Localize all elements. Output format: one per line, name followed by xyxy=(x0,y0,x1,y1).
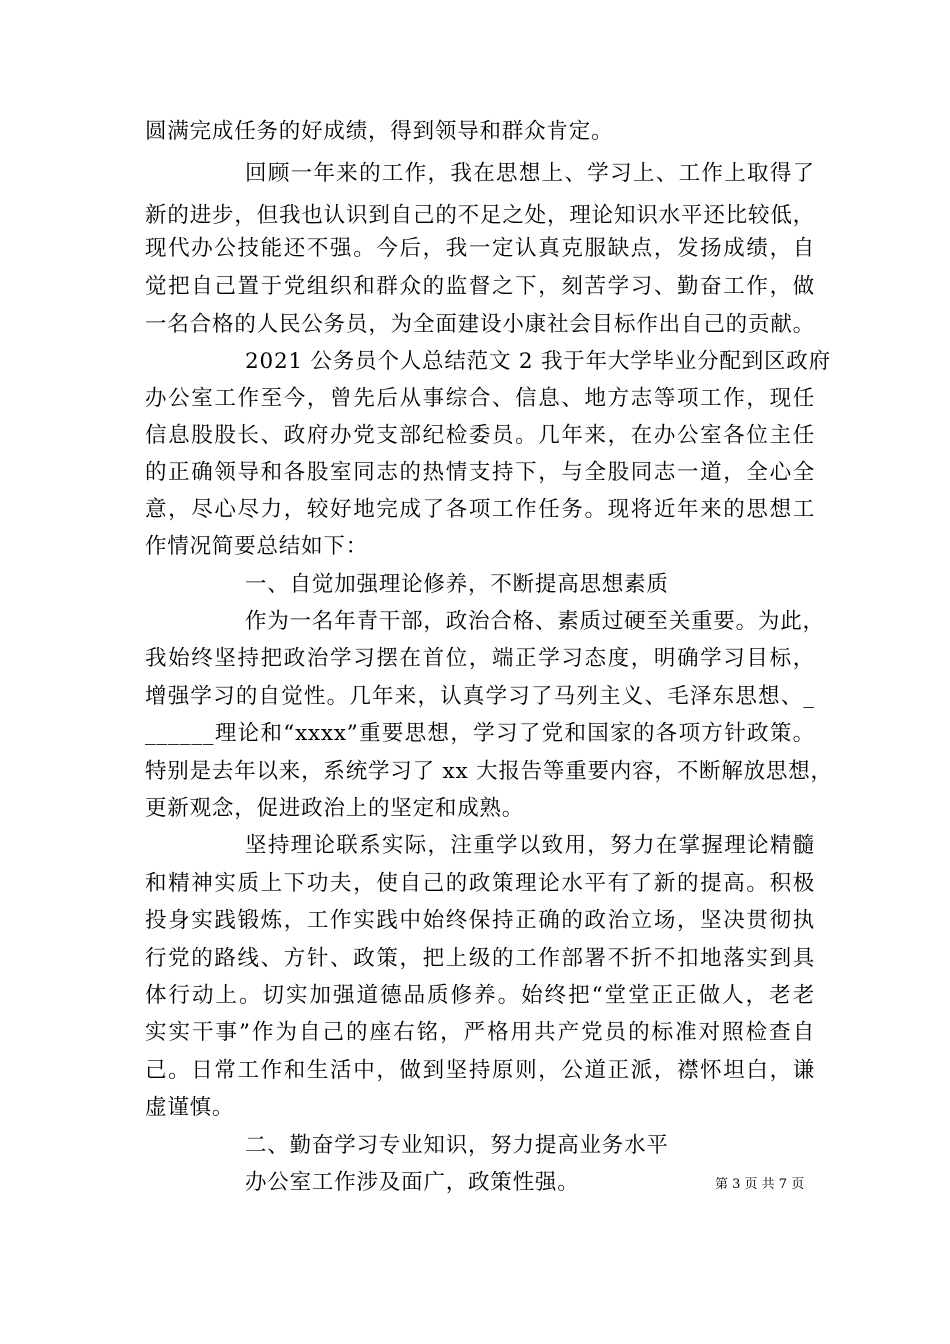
text-line: 己。日常工作和生活中，做到坚持原则，公道正派，襟怀坦白，谦 xyxy=(145,1058,815,1083)
text-line: 更新观念，促进政治上的坚定和成熟。 xyxy=(145,796,525,821)
text-line: 的正确领导和各股室同志的热情支持下，与全股同志一道，全心全 xyxy=(145,460,815,485)
text-line: 作情况简要总结如下： xyxy=(145,534,369,559)
text-line: 我始终坚持把政治学习摆在首位，端正学习态度，明确学习目标， xyxy=(145,646,815,671)
text-line: 作为一名年青干部，政治合格、素质过硬至关重要。为此， xyxy=(245,609,825,634)
text-line: 回顾一年来的工作，我在思想上、学习上、工作上取得了 xyxy=(245,161,815,186)
section-heading: 一、自觉加强理论修养，不断提高思想素质 xyxy=(245,572,669,597)
text-line: 新的进步，但我也认识到自己的不足之处，理论知识水平还比较低， xyxy=(145,203,815,228)
text-line: 行党的路线、方针、政策，把上级的工作部署不折不扣地落实到具 xyxy=(145,946,815,971)
text-line: 2021 公务员个人总结范文 2 我于年大学毕业分配到区政府 xyxy=(245,349,831,374)
text-line: 圆满完成任务的好成绩，得到领导和群众肯定。 xyxy=(145,119,614,144)
section-heading: 二、勤奋学习专业知识，努力提高业务水平 xyxy=(245,1133,669,1158)
text-line: 觉把自己置于党组织和群众的监督之下，刻苦学习、勤奋工作，做 xyxy=(145,274,815,299)
text-line: 意，尽心尽力，较好地完成了各项工作任务。现将近年来的思想工 xyxy=(145,497,815,522)
text-line: 信息股股长、政府办党支部纪检委员。几年来，在办公室各位主任 xyxy=(145,423,815,448)
text-line: 投身实践锻炼，工作实践中始终保持正确的政治立场，坚决贯彻执 xyxy=(145,908,815,933)
text-line: 体行动上。切实加强道德品质修养。始终把“堂堂正正做人，老老 xyxy=(145,983,815,1008)
text-line: 增强学习的自觉性。几年来，认真学习了马列主义、毛泽东思想、_ xyxy=(145,684,815,709)
text-line: 现代办公技能还不强。今后，我一定认真克服缺点，发扬成绩，自 xyxy=(145,236,815,261)
text-line: 办公室工作涉及面广，政策性强。 xyxy=(245,1170,580,1195)
text-line: 和精神实质上下功夫，使自己的政策理论水平有了新的提高。积极 xyxy=(145,871,815,896)
text-line: 虚谨慎。 xyxy=(145,1095,235,1120)
page-number-footer: 第 3 页 共 7 页 xyxy=(715,1177,805,1192)
text-line: ______理论和“xxxx”重要思想，学习了党和国家的各项方针政策。 xyxy=(145,721,815,746)
text-line: 实实干事”作为自己的座右铭，严格用共产党员的标准对照检查自 xyxy=(145,1020,815,1045)
text-line: 坚持理论联系实际，注重学以致用，努力在掌握理论精髓 xyxy=(245,833,815,858)
text-line: 特别是去年以来，系统学习了 xx 大报告等重要内容，不断解放思想， xyxy=(145,759,833,784)
text-line: 办公室工作至今，曾先后从事综合、信息、地方志等项工作，现任 xyxy=(145,386,815,411)
text-line: 一名合格的人民公务员，为全面建设小康社会目标作出自己的贡献。 xyxy=(145,312,815,337)
